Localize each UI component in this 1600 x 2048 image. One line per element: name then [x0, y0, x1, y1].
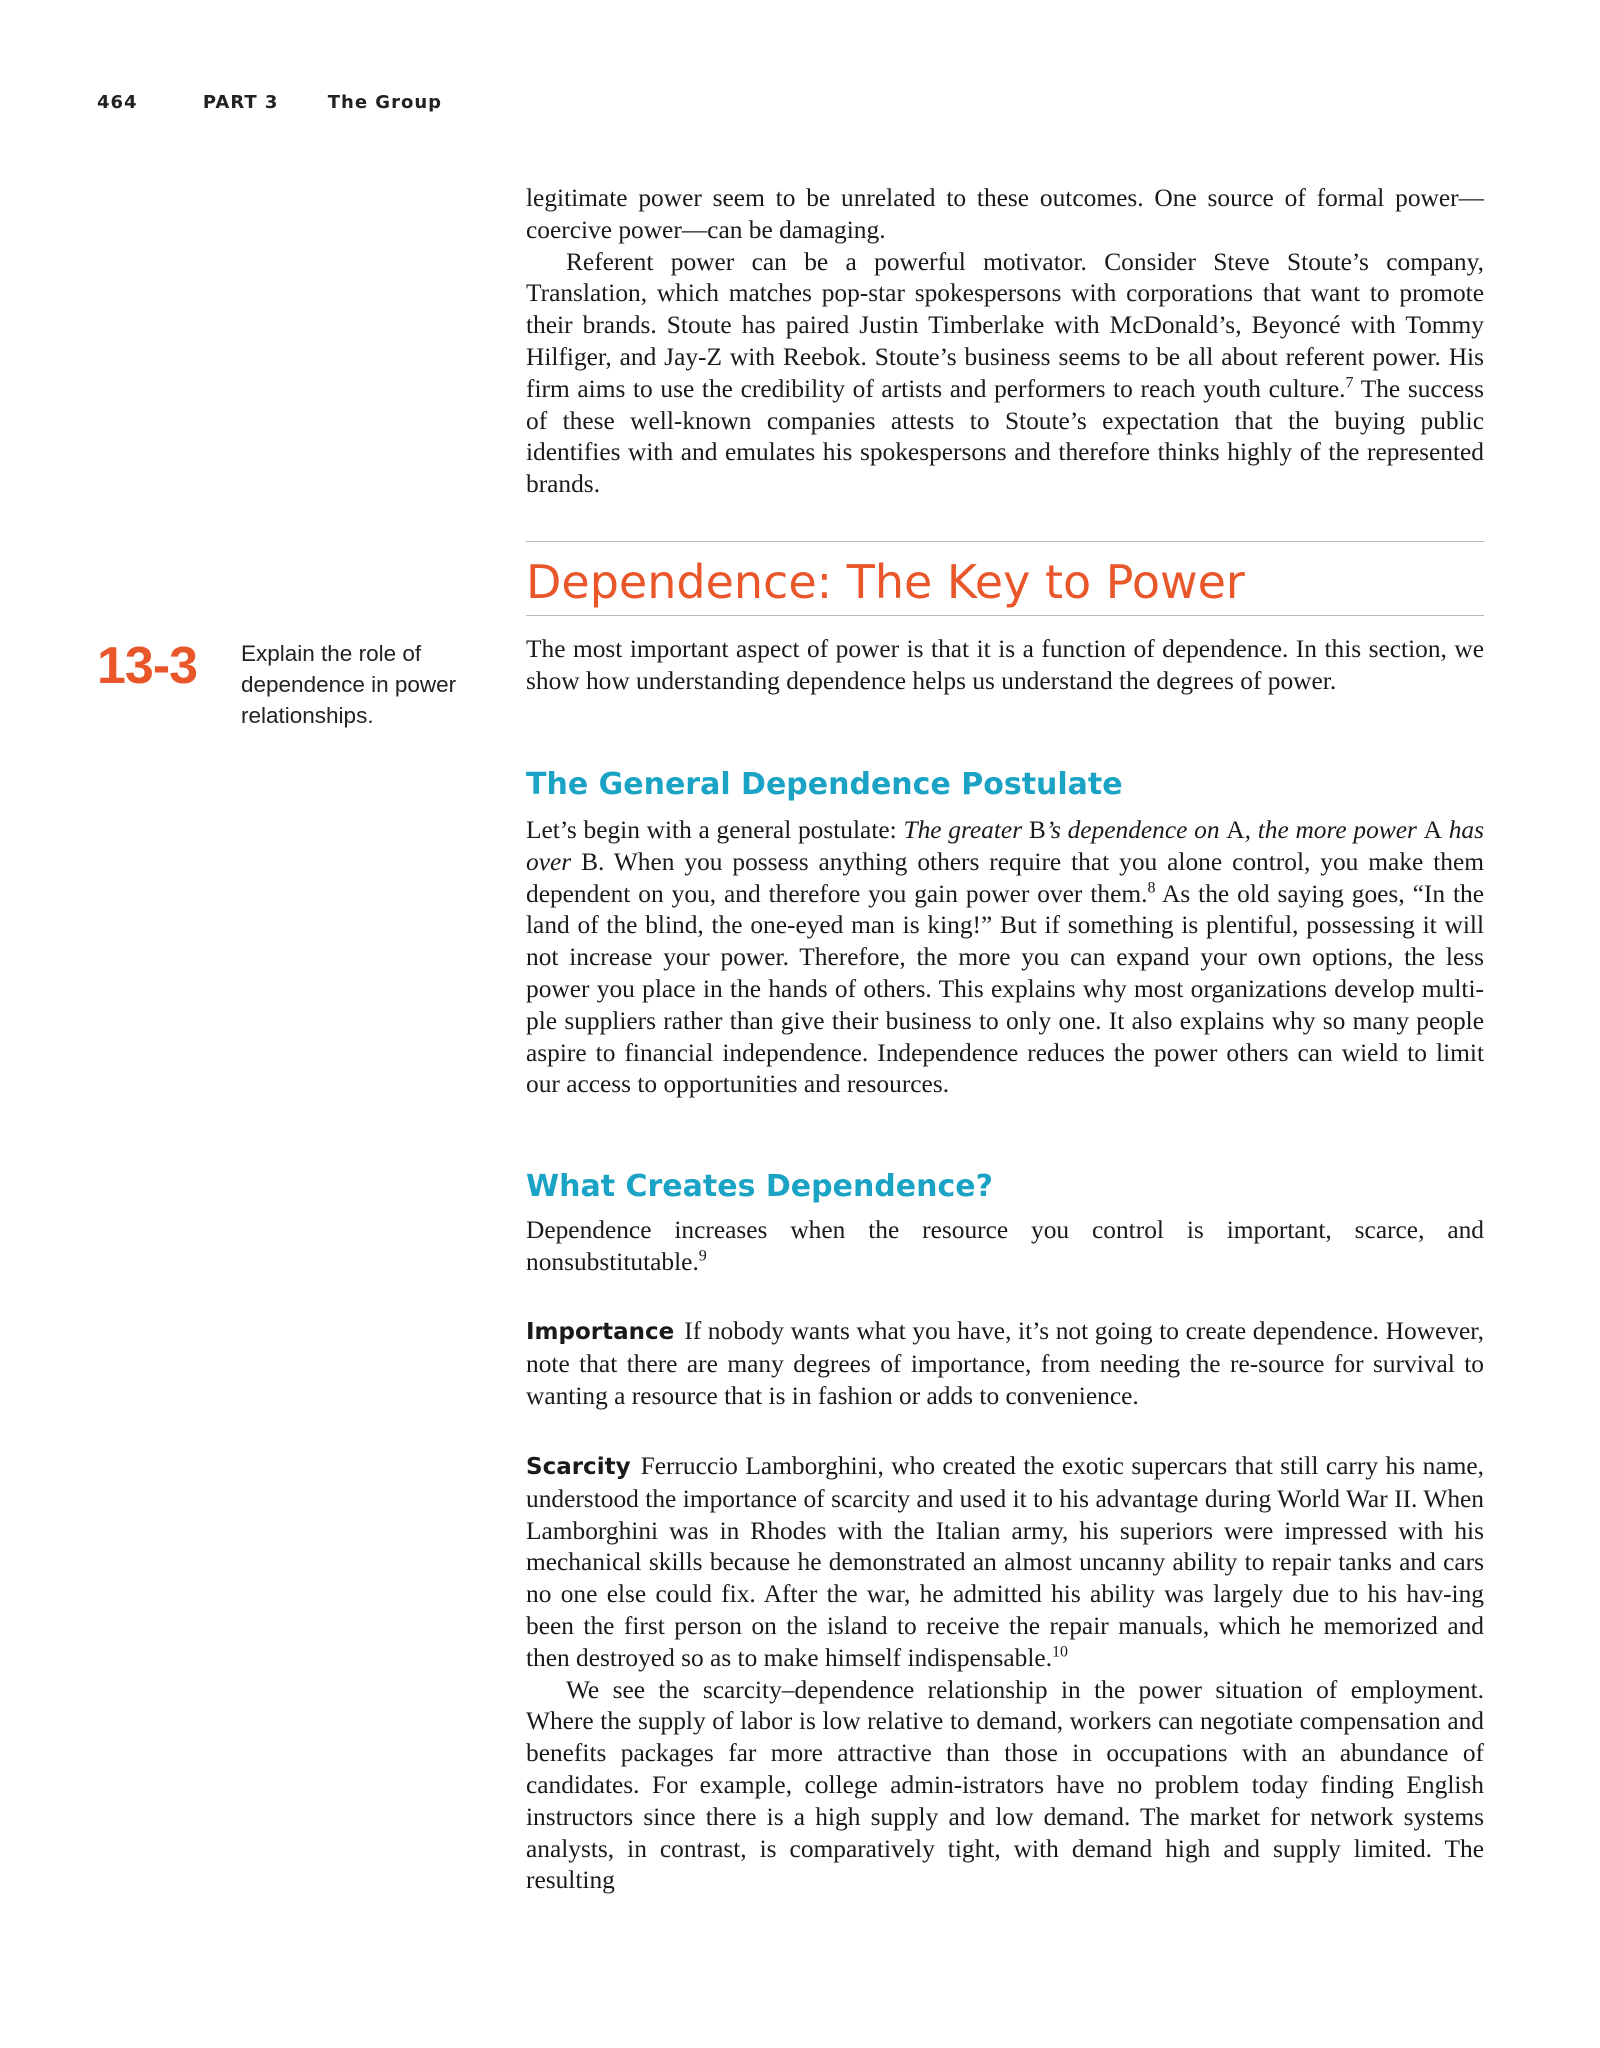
- importance-block: [526, 1316, 1484, 1412]
- scarcity-text: Ferruccio Lamborghini, who created the exotic supercars that still carry his name, understood the importance of scarcity and used it to his advantage during World War II. When Lamborghini was in Rhodes with the Italian army, his superiors were impressed with his mechanical skills because he demonstrated an almost uncanny ability to repair tanks and cars no one else could fix. After the war, he admitted his ability was largely due to his hav-ing been the first person on the island to receive the repair manuals, which he memorized and then destroyed so as to make himself indispensable.: [526, 1452, 1484, 1672]
- run-in-importance: Importance: [526, 1319, 675, 1345]
- part-title: The Group: [327, 92, 443, 113]
- intro-paragraph-1: legitimate power seem to be unrelated to these outcomes. One source of formal power—coercive power—can be damaging.: [526, 184, 1484, 244]
- section-heading: Dependence: The Key to Power: [526, 555, 1245, 609]
- part-label: PART 3: [202, 92, 279, 113]
- section-intro: [526, 634, 1484, 698]
- postulate-text-1: Let’s begin with a general postulate:: [526, 816, 904, 844]
- heading-rule-top: [526, 541, 1484, 542]
- postulate-text-2: B: [1028, 816, 1046, 844]
- postulate-italic-3: , the more power: [1244, 816, 1424, 844]
- creates-text: Dependence increases when the resource you control is important, scarce, and nonsubstitutable.: [526, 1216, 1484, 1276]
- creates-block: [526, 1215, 1484, 1279]
- importance-text: If nobody wants what you have, it’s not going to create dependence. However, note that there are many degrees of importance, from needing the re-source for survival to wanting a resource that is in fashion or adds to convenience.: [526, 1317, 1484, 1410]
- postulate-text-6: As the old saying goes, “In the land of the blind, the one-eyed man is king!” But if something is plentiful, possessing it will not increase your power. Therefore, the more you can expand your own options, the less power you place in the hands of others. This explains why most organizations develop multi-ple suppliers rather than give their business to only one. It also explains why so many people aspire to financial independence. Independence reduces the power others can wield to limit our access to opportunities and resources.: [526, 879, 1484, 1099]
- intro-p2-text-b: The success of these well-known companies attests to Stoute’s expectation that the buying public identifies with and emulates his spokespersons and therefore thinks highly of the represented brands.: [526, 374, 1485, 499]
- page-number: 464: [97, 92, 138, 113]
- intro-block: [526, 183, 1484, 501]
- creates-paragraph: [526, 1215, 1484, 1279]
- postulate-italic-4: has over: [526, 816, 1485, 876]
- scarcity-paragraph-2: We see the scarcity–dependence relationship in the power situation of employment. Where the supply of labor is low relative to demand, workers can negotiate compensation and benefits packages far more attractive than those in occupations with an abundance of candidates. For example, college admin-istrators have no problem today finding English instructors since there is a high supply and low demand. The market for network systems analysts, in contrast, is comparatively tight, with demand high and supply limited. The resulting: [526, 1675, 1484, 1895]
- subheading-postulate: The General Dependence Postulate: [526, 767, 1123, 802]
- intro-paragraph-2: [526, 247, 1484, 501]
- scarcity-block: [526, 1451, 1484, 1897]
- run-in-scarcity: Scarcity: [526, 1454, 631, 1480]
- postulate-text-3: A: [1226, 816, 1245, 844]
- scarcity-paragraph-1: [526, 1451, 1484, 1675]
- postulate-text-4: A: [1423, 816, 1442, 844]
- postulate-paragraph: [526, 815, 1484, 1101]
- intro-p2-text-a: Referent power can be a powerful motivator. Consider Steve Stoute’s company, Translation, which matches pop-star spokespersons with corporations that want to promote their brands. Stoute has paired Justin Timberlake with McDonald’s, Beyoncé with Tommy Hilfiger, and Jay-Z with Reebok. Stoute’s business seems to be all about referent power. His firm aims to use the credibility of artists and performers to reach youth culture.: [526, 247, 1484, 403]
- learning-objective-number: 13-3: [97, 637, 198, 695]
- footnote-ref-7: 7: [1345, 374, 1354, 392]
- postulate-block: [526, 815, 1484, 1101]
- footnote-ref-8: 8: [1147, 879, 1156, 897]
- heading-rule-bottom: [526, 615, 1484, 616]
- footnote-ref-9: 9: [698, 1247, 707, 1265]
- importance-paragraph: [526, 1316, 1484, 1412]
- learning-objective-text: Explain the role of dependence in power relationships.: [241, 641, 457, 728]
- postulate-text-5: B. When you possess anything others require that you alone control, you make them dependent on you, and therefore you gain power over them.: [526, 847, 1484, 908]
- running-head: [97, 92, 442, 113]
- subheading-what-creates: What Creates Dependence?: [526, 1169, 994, 1204]
- footnote-ref-10: 10: [1052, 1643, 1069, 1661]
- postulate-italic-1: The greater: [903, 816, 1029, 844]
- postulate-italic-2: ’s dependence on: [1045, 816, 1227, 844]
- section-intro-paragraph: The most important aspect of power is that it is a function of dependence. In this section, we show how understanding dependence helps us understand the degrees of power.: [526, 635, 1484, 695]
